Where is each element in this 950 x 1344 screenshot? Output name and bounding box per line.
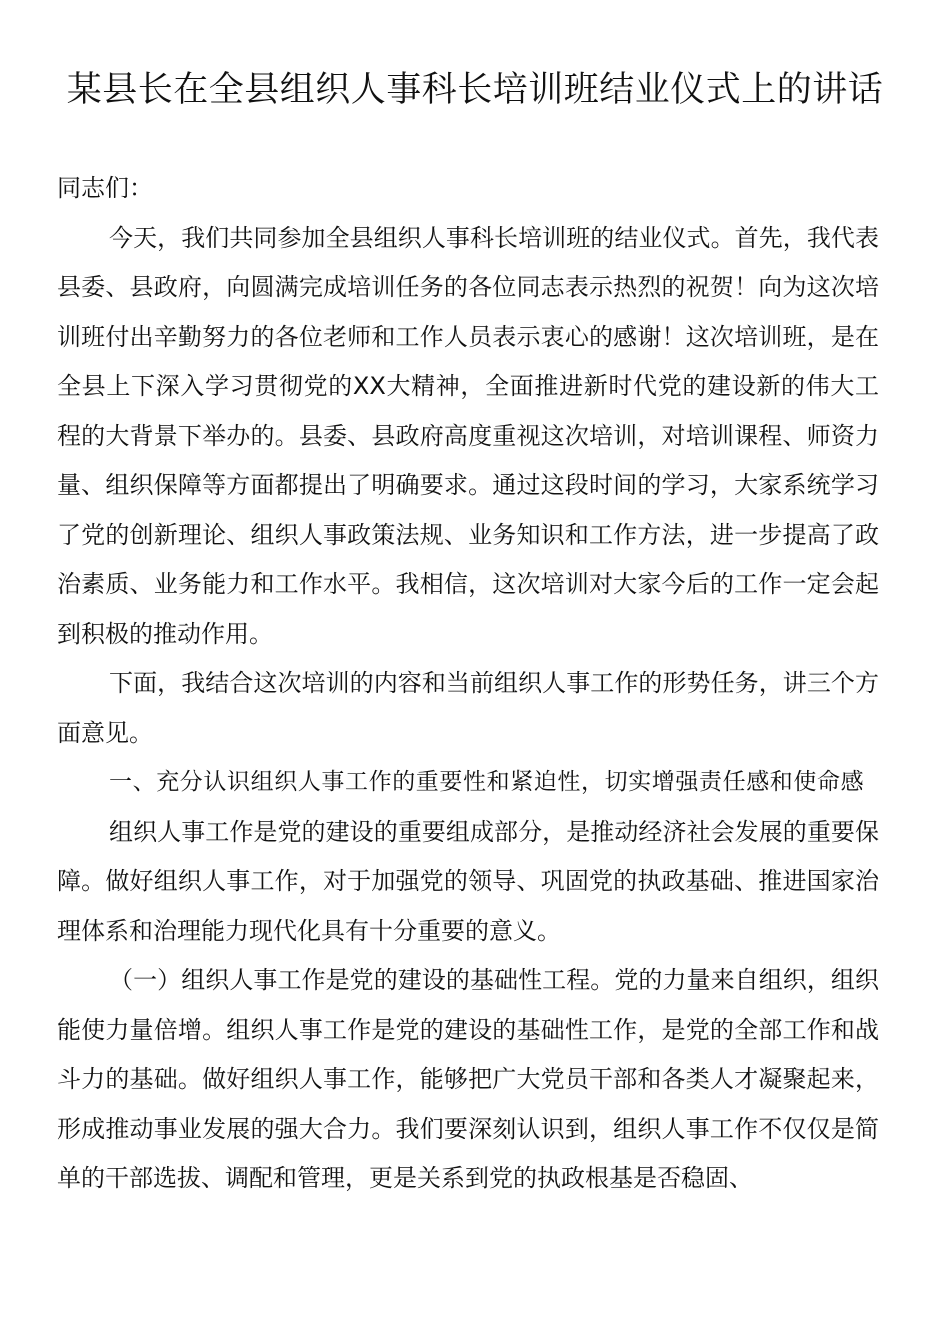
paragraph-outline: 下面，我结合这次培训的内容和当前组织人事工作的形势任务，讲三个方面意见。 bbox=[57, 669, 879, 747]
paragraph-opening: 今天，我们共同参加全县组织人事科长培训班的结业仪式。首先，我代表县委、县政府，向圆满完成培训任务的各位同志表示热烈的祝贺！向为这次培训班付出辛勤努力的各位老师和工作人员表示衷心的感谢！这次培训班，是在全县上下深入学习贯彻党的XX大精神，全面推进新时代党的建设新的伟大工程的大背景下举办的。县委、县政府高度重视这次培训，对培训课程、师资力量、组织保障等方面都提出了明确要求。通过这段时间的学习，大家系统学习了党的创新理论、组织人事政策法规、业务知识和工作方法，进一步提高了政治素质、业务能力和工作水平。我相信，这次培训对大家今后的工作一定会起到积极的推动作用。 bbox=[57, 223, 879, 648]
document-body bbox=[57, 164, 879, 1204]
section-heading-1: 一、充分认识组织人事工作的重要性和紧迫性，切实增强责任感和使命感 bbox=[109, 769, 865, 795]
paragraph-section1-intro: 组织人事工作是党的建设的重要组成部分，是推动经济社会发展的重要保障。做好组织人事工作，对于加强党的领导、巩固党的执政基础、推进国家治理体系和治理能力现代化具有十分重要的意义。 bbox=[57, 817, 879, 945]
salutation: 同志们： bbox=[57, 174, 153, 202]
paragraph-section1-item1: （一）组织人事工作是党的建设的基础性工程。党的力量来自组织，组织能使力量倍增。组织人事工作是党的建设的基础性工作，是党的全部工作和战斗力的基础。做好组织人事工作，能够把广大党员干部和各类人才凝聚起来，形成推动事业发展的强大合力。我们要深刻认识到，组织人事工作不仅仅是简单的干部选拔、调配和管理，更是关系到党的执政根基是否稳固、 bbox=[57, 966, 879, 1192]
document-title: 某县长在全县组织人事科长培训班结业仪式上的讲话 bbox=[66, 70, 884, 110]
